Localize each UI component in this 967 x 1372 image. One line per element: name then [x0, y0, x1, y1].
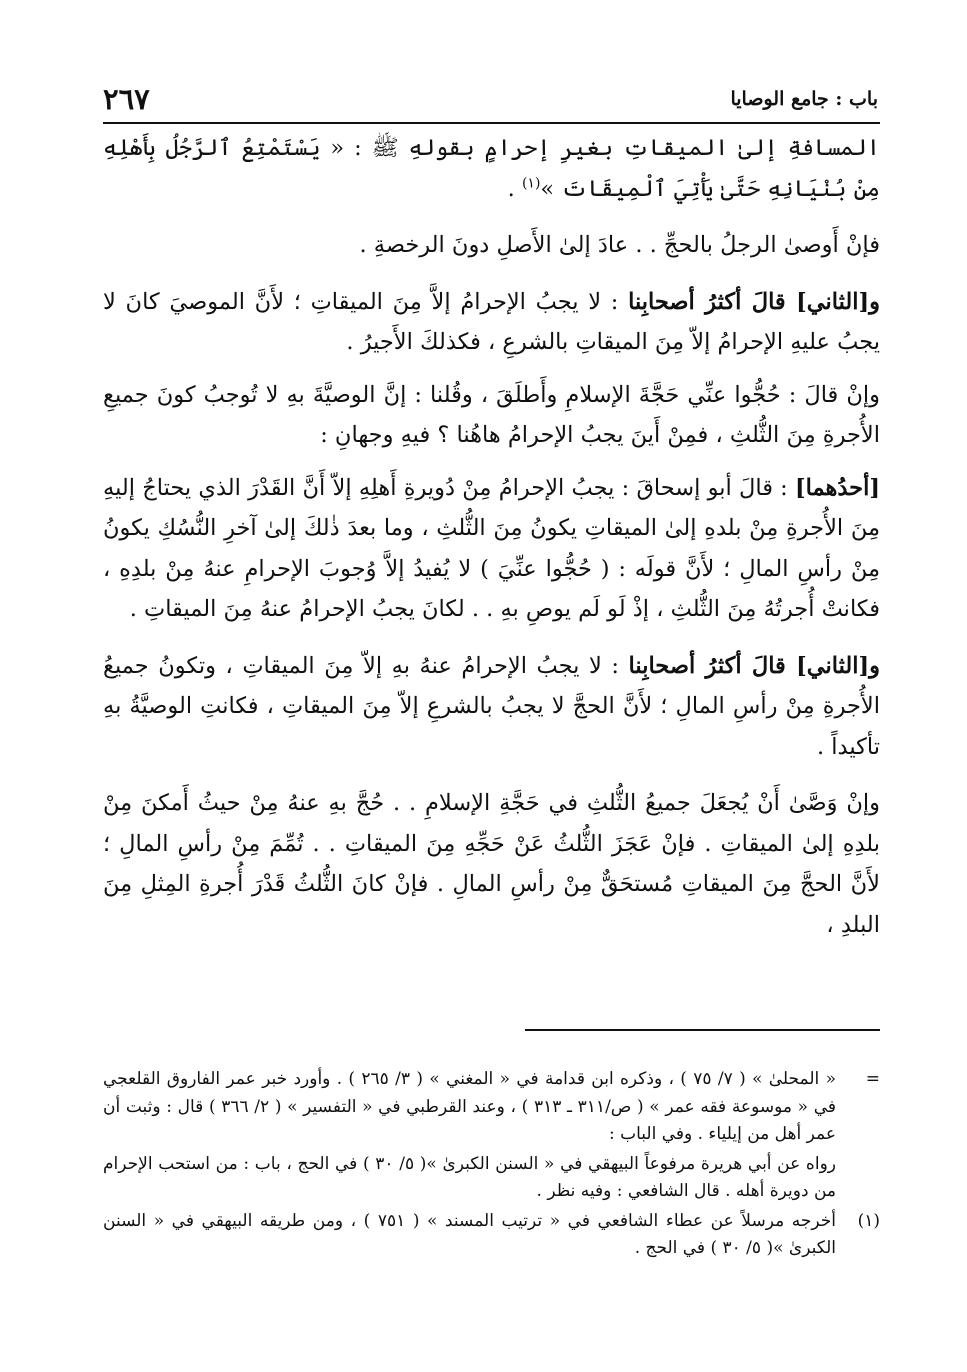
paragraph-5	[103, 468, 880, 630]
footnotes	[103, 1066, 880, 1265]
paragraph-7	[103, 783, 880, 945]
main-text	[103, 128, 880, 961]
paragraph-text: : قالَ أبو إسحاقَ : يجبُ الإحرامُ مِنْ دُويرةِ أَهلِهِ إلاّ أَنَّ القَدْرَ الذي يحتاجُ إليهِ مِنَ الأُجرةِ مِنْ بلدهِ إلىٰ الميقاتِ يكونُ مِنَ الثُّلثِ ، وما بعدَ ذٰلكَ إلىٰ آخرِ النُّسُكِ يكونُ مِنْ رأسِ المالِ ؛ لأَنَّ قولَه : ( حُجُّوا عنِّيَ ) لا يُفيدُ إلاَّ وُجوبَ الإحرامِ عنهُ مِنْ بلدِهِ ، فكانتْ أُجرتُهُ مِنَ الثُّلثِ ، إذْ لَو لَم يوصِ بهِ . . لكانَ يجبُ الإحرامُ عنهُ مِنَ الميقاتِ .	[103, 474, 880, 622]
paragraph-lead: و[الثاني] قالَ أكثرُ أصحابِنا	[628, 288, 880, 315]
page-number: ٢٦٧	[103, 82, 150, 116]
paragraph-end: .	[507, 175, 522, 202]
footnote-divider	[525, 1029, 880, 1031]
paragraph-text: : لا يجبُ الإحرامُ عنهُ بهِ إلاّ مِنَ الميقاتِ ، وتكونُ جميعُ الأُجرةِ مِنْ رأسِ المالِ ؛ لأَنَّ الحجَّ لا يجبُ بالشرعِ إلاّ مِنَ الميقاتِ ، فكانتِ الوصيَّةُ بهِ تأكيداً .	[103, 652, 880, 760]
footnote-continuation-2	[103, 1151, 880, 1206]
continuation-marker: =	[865, 1069, 880, 1089]
paragraph-text: وإنْ قالَ : حُجُّوا عنِّي حَجَّةَ الإسلامِ وأَطلَقَ ، وقُلنا : إنَّ الوصيَّةَ بهِ لا تُوجبُ كونَ جميعِ الأُجرةِ مِنَ الثُّلثِ ، فمِنْ أَينَ يجبُ الإحرامُ هاهُنا ؟ فيهِ وجهانِ :	[103, 381, 880, 448]
paragraph-text: المسافةِ إلىٰ الميقاتِ بغيرِ إحرامٍ بقولهِ ﷺ : « يَسْتَمْتِعُ ٱلرَّجُلُ بِأَهْلِهِ مِنْ بُنْيَانِهِ حَتَّىٰ يَأْتِيَ ٱلْمِيقَاتَ »	[103, 135, 880, 202]
footnote-continuation	[103, 1066, 880, 1149]
paragraph-text: فإنْ أَوصىٰ الرجلُ بالحجِّ . . عادَ إلىٰ الأَصلِ دونَ الرخصةِ .	[359, 232, 880, 258]
paragraph-4	[103, 375, 880, 456]
footnote-1	[103, 1208, 880, 1263]
paragraph-text: وإنْ وَصَّىٰ أَنْ يُجعَلَ جميعُ الثُّلثِ في حَجَّةِ الإسلامِ . . حُجَّ بهِ عنهُ مِنْ حيثُ أَمكنَ مِنْ بلدِهِ إلىٰ الميقاتِ . فإنْ عَجَزَ الثُّلثُ عَنْ حَجِّهِ مِنَ الميقاتِ . . تُمِّمَ مِنْ رأسِ المالِ ؛ لأَنَّ الحجَّ مِنَ الميقاتِ مُستحَقٌّ مِنْ رأسِ المالِ . فإنْ كانَ الثُّلثُ قَدْرَ أُجرةِ المِثلِ مِنَ البلدِ ،	[103, 790, 880, 938]
footnote-marker: (١)	[857, 1210, 880, 1231]
paragraph-6	[103, 646, 880, 768]
paragraph-2	[103, 225, 880, 266]
footnote-text: رواه عن أبي هريرة مرفوعاً البيهقي في « السنن الكبرىٰ »( ٥/ ٣٠ ) في الحج ، باب : من استحب الإحرام من دويرة أهله . قال الشافعي : وفيه نظر .	[103, 1153, 836, 1201]
page-header	[103, 80, 880, 124]
footnote-text: « المحلىٰ » ( ٧/ ٧٥ ) ، وذكره ابن قدامة في « المغني » ( ٣/ ٢٦٥ ) . وأورد خبر عمر الفاروق القلعجي في « موسوعة فقه عمر » ( ص/٣١١ ـ ٣١٣ ) ، وعند القرطبي في « التفسير » ( ٢/ ٣٦٦ ) قال : وثبت أن عمر أهل من إيلياء . وفي الباب :	[103, 1069, 836, 1144]
paragraph-1	[103, 128, 880, 209]
footnote-text: أخرجه مرسلاً عن عطاء الشافعي في « ترتيب المسند » ( ٧٥١ ) ، ومن طريقه البيهقي في « السنن الكبرىٰ »( ٥/ ٣٠ ) في الحج .	[103, 1210, 836, 1258]
paragraph-lead: و[الثاني] قالَ أكثرُ أصحابِنا	[628, 652, 880, 679]
paragraph-text: : لا يجبُ الإحرامُ إلاَّ مِنَ الميقاتِ ؛ لأَنَّ الموصيَ كانَ لا يجبُ عليهِ الإحرامُ إلاّ مِنَ الميقاتِ بالشرعِ ، فكذلكَ الأَجيرُ .	[103, 288, 880, 355]
paragraph-3	[103, 282, 880, 363]
chapter-title: باب : جامع الوصايا	[730, 88, 878, 110]
footnote-reference: (١)	[521, 175, 541, 191]
paragraph-lead: [أحدُهما]	[795, 474, 880, 501]
